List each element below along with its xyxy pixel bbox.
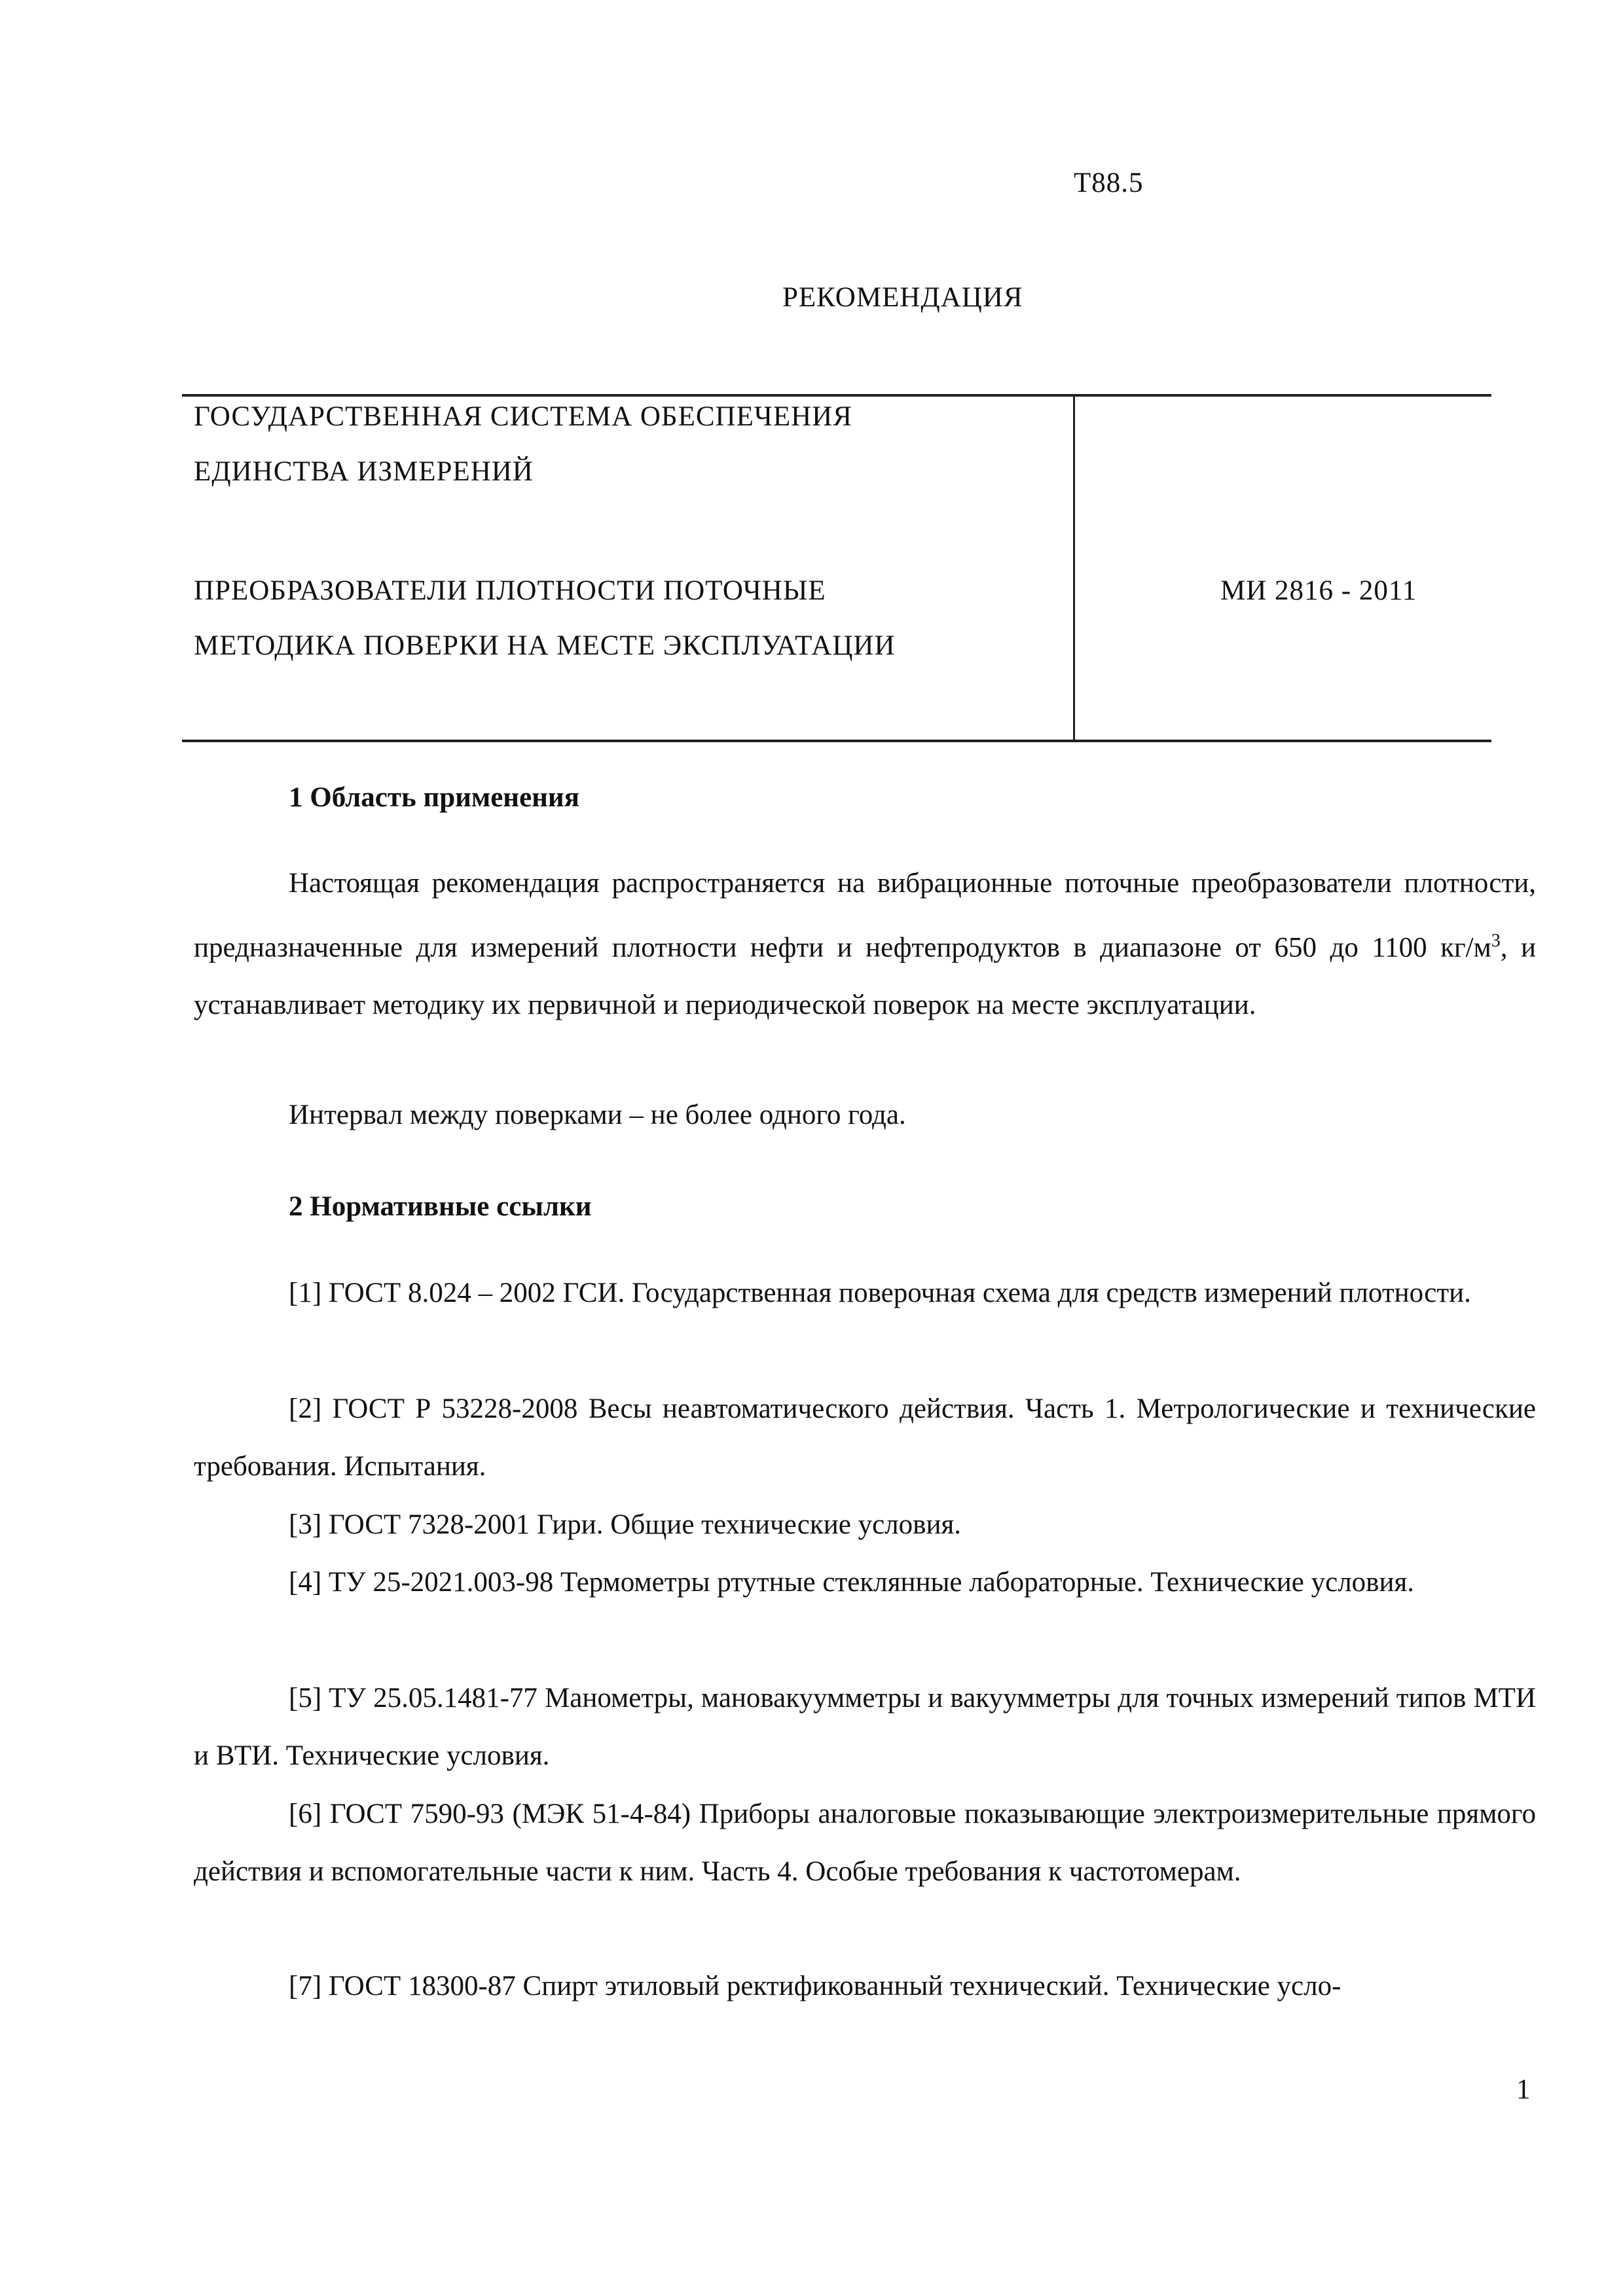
subject-title-line-1: ПРЕОБРАЗОВАТЕЛИ ПЛОТНОСТИ ПОТОЧНЫЕ [194,575,826,606]
page-number: 1 [1516,2074,1531,2105]
reference-4: [4] ТУ 25-2021.003-98 Термометры ртутные стеклянные лабораторные. Технические условия. [289,1567,1414,1598]
title-block-bottom-rule [182,740,1491,742]
subject-title-line-2: МЕТОДИКА ПОВЕРКИ НА МЕСТЕ ЭКСПЛУАТАЦИИ [194,630,896,661]
document-number: МИ 2816 - 2011 [1220,575,1417,606]
reference-3: [3] ГОСТ 7328-2001 Гири. Общие технические условия. [289,1509,961,1540]
scope-text-after: , и устанавливает методику их первичной и периодической поверок на месте эксплуатации. [194,932,1536,1021]
system-title-line-2: ЕДИНСТВА ИЗМЕРЕНИЙ [194,456,534,487]
section-1-title: 1 Область применения [289,782,579,813]
reference-2: [2] ГОСТ Р 53228-2008 Весы неавтоматического действия. Часть 1. Метрологические и технические требования. Испытания. [194,1393,1536,1482]
document-code: Т88.5 [1074,168,1144,198]
section-1-paragraph-1 [194,855,1536,1034]
reference-7: [7] ГОСТ 18300-87 Спирт этиловый ректификованный технический. Технические усло- [289,1971,1341,2001]
title-block-divider [1073,394,1075,740]
section-2-title: 2 Нормативные ссылки [289,1191,592,1222]
reference-6: [6] ГОСТ 7590-93 (МЭК 51-4-84) Приборы аналоговые показывающие электроизмерительные прямого действия и вспомогательные части к ним. Часть 4. Особые требования к частотомерам. [194,1799,1536,1887]
reference-1: [1] ГОСТ 8.024 – 2002 ГСИ. Государственная поверочная схема для средств измерений плотности. [289,1278,1471,1308]
section-1-paragraph-2: Интервал между поверками – не более одного года. [289,1100,906,1130]
unit-superscript: 3 [1491,931,1501,951]
reference-5: [5] ТУ 25.05.1481-77 Манометры, мановакуумметры и вакуумметры для точных измерений типов МТИ и ВТИ. Технические условия. [194,1683,1536,1771]
scope-text-before: Настоящая рекомендация распространяется на вибрационные поточные преобразователи плотности, предназначенные для измерений плотности нефти и нефтепродуктов в диапазоне от 650 до 1100 кг/м [194,868,1536,963]
title-block-top-rule [182,394,1491,397]
system-title-line-1: ГОСУДАРСТВЕННАЯ СИСТЕМА ОБЕСПЕЧЕНИЯ [194,401,852,432]
document-type: РЕКОМЕНДАЦИЯ [782,282,1023,313]
